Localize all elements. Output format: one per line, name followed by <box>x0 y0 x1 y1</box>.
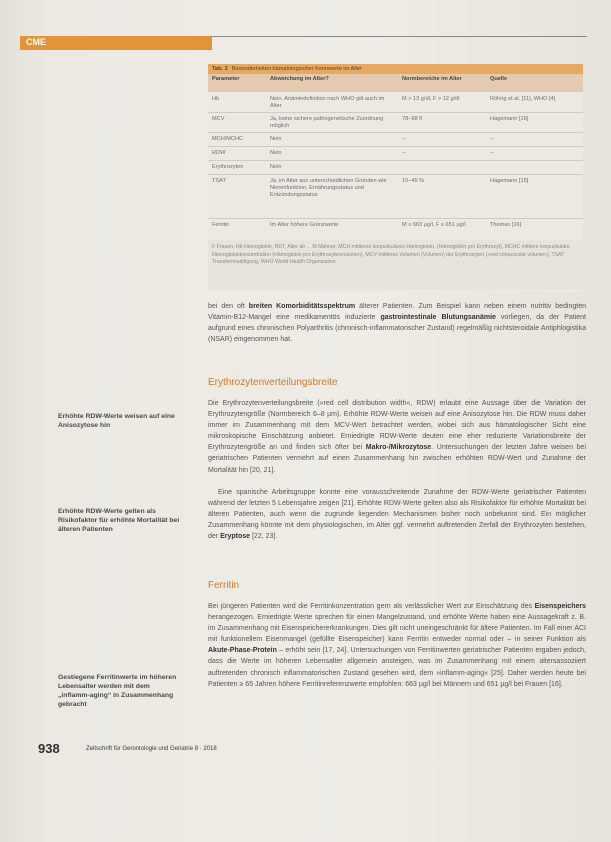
table-cell: MCV <box>212 116 225 122</box>
top-rule <box>212 36 587 37</box>
section-heading: Ferritin <box>208 580 240 591</box>
journal-citation: Zeitschrift für Gerontologie und Geriatrie 8 · 2018 <box>86 746 217 752</box>
table-row-divider <box>208 218 583 219</box>
table-header-cell: Parameter <box>212 76 240 82</box>
margin-note: Erhöhte RDW-Werte weisen auf eine Anisozytose hin <box>58 413 175 429</box>
table-cell: Hb <box>212 96 220 102</box>
table-cell: Hagemann [15] <box>490 116 529 122</box>
table-row-divider <box>208 146 583 147</box>
table-caption-number: Tab. 2 <box>212 66 228 72</box>
bold-term: Akute-Phase-Protein <box>208 647 277 655</box>
text-run: – erhöht sein [17, 24]. Untersuchungen von Ferritinwerten geriatrischer Patienten ergaben jedoch, dass die Werte im höheren Lebensalter allgemein ansteigen, was im Zusammenhang mit einem altersassoziiert auftretenden chronisch inflammatorischen Zustand gesehen wird, dem »inflamm-aging« [25]. Daher werden heute bei Patienten ≥ 65 Jahren höhere Ferritinreferenzwerte empfohlen: 663 µg/l bei Männern und 651 µg/l bei Frauen [16]. <box>208 647 586 688</box>
table-row-divider <box>208 132 583 133</box>
table-cell: Nein. Anämiedefinition nach WHO gilt auch im Alter <box>270 96 385 109</box>
bold-term: Eisenspeichers <box>534 603 586 610</box>
text-run: Bei jüngeren Patienten wird die Ferritinkonzentration gern als verlässlicher Wert zur Einschätzung des <box>208 603 535 610</box>
table-cell: – <box>402 136 406 142</box>
table-cell: Röhrig et al. [11], WHO [4] <box>490 96 556 102</box>
table-cell: Im Alter höhere Grenzwerte <box>270 222 339 228</box>
table-row-divider <box>208 174 583 175</box>
table-cell: Ja, im Alter aus unterschiedlichen Gründen wie Nierenfunktion, Ernährungsstatus und Entzündungsstatus <box>270 178 387 198</box>
table-row-divider <box>208 160 583 161</box>
table-cell: Thomas [16] <box>490 222 522 228</box>
table-cell: TSAT <box>212 178 226 184</box>
table-caption-text: Besonderheiten hämatologischer Kennwerte im Alter <box>231 66 363 72</box>
table-cell: Ferritin <box>212 222 230 228</box>
bold-term: breiten Komorbiditätsspektrum <box>248 303 356 310</box>
body-paragraph <box>208 487 586 542</box>
text-run: . Untersuchungen der letzten Jahre weisen bei geriatrischen Patienten vermehrt auf einen Zusammenhang hin zwischen erhöhten RDW-Wert und Zunahme der Mortalität hin [20, 21]. <box>208 444 586 474</box>
table-cell: Nein <box>270 150 282 156</box>
text-run: älterer Patienten. Zum Beispiel kann neben einem nutritiv bedingten Vitamin-B12-Mangel eine medikamentös induzierte <box>208 303 586 322</box>
table-footnote: F Frauen, Hb Hämoglobin, RDT, Alter ab ... M Männer, MCH mittleres korpuskuläres Hämoglobin, (Hämoglobin pro Erythrozyt), MCHC mittlere korpuskuläre Hämoglobinkonzentration (Hämoglobin pro Erythrozytenvolumen), MCV mittleres Volumen (Volumen) der Erythrozyten (»red corpuscular volume«), TSAT Transferrinsättigung, WHO World Health Organization <box>208 240 583 290</box>
table-cell: 78–98 fl <box>402 116 422 122</box>
body-paragraph <box>208 398 586 476</box>
bold-term: gastrointestinale Blutungsanämie <box>380 314 496 322</box>
table-cell: M > 13 g/dl, F > 12 g/dl <box>402 96 460 102</box>
body-paragraph <box>208 601 586 690</box>
section-banner <box>20 36 212 50</box>
section-heading: Erythrozytenverteilungsbreite <box>208 377 338 388</box>
text-run: herangezogen. Erniedrigte Werte sprechen für einen Mangelzustand, und erhöhte Werte haben eine Aussagekraft z. B. im Zusammenhang mit Eisenspeichererkrankungen. Dies gilt nicht uneingeschränkt für ältere Patienten. Im Fall einer ACI mit funktionellem Eisenmangel (gefüllte Eisenspeicher) kann Ferritin entweder normal oder – in seiner Funktion als <box>208 614 586 644</box>
table-header-cell: Normbereiche im Alter <box>402 76 462 82</box>
table-header-row <box>208 74 583 92</box>
page-number: 938 <box>38 741 60 756</box>
table-header-cell: Quelle <box>490 76 508 82</box>
table-cell: Erythrozyten <box>212 164 244 170</box>
text-run: vorliegen, da der Patient aufgrund eines chronischen Polyarthritis (chronisch-inflammatorischer Zustand) regelmäßig nichtsteroidale Antiphlogistika (NSAR) eingenommen hat. <box>208 314 586 344</box>
table-row-divider <box>208 112 583 113</box>
body-paragraph <box>208 301 586 345</box>
table-cell: Ja, keine sichere pathogenetische Zuordnung möglich <box>270 116 384 129</box>
table-header-cell: Abweichung im Alter? <box>270 76 329 82</box>
table-cell: – <box>490 136 494 142</box>
table-cell: 10–45 % <box>402 178 425 184</box>
section-label: CME <box>26 37 46 47</box>
text-run: Eine spanische Arbeitsgruppe konnte eine vorausschreitende Zunahme der RDW-Werte geriatrischer Patienten während der letzten 5 Lebensjahre zeigen [21]. Erhöhte RDW-Werte gelten also als Risikofaktor für erhöhte Mortalität bei älteren Patienten, auch wenn die zugrunde liegenden Mechanismen bisher noch unbekannt sind. Ein möglicher Zusammenhang könnte mit dem physiologischen, im Alter ggf. vermehrt auftretenden Zerfall der Erythrozyten bestehen, der <box>208 489 586 541</box>
text-run: bei den oft <box>208 303 249 310</box>
table-cell: Hagemann [15] <box>490 178 529 184</box>
table-cell: Nein <box>270 136 282 142</box>
text-run: Die Erythrozytenverteilungsbreite (»red cell distribution width«, RDW) erlaubt eine Aussage über die Variation der Erythrozytengröße (Normbereich 6–8 µm). Erhöhte RDW-Werte weisen auf eine Anisozytose hin. Die RDW muss daher immer im Zusammenhang mit dem MCV-Wert betrachtet werden, wobei sich aus hämatologischer Sicht eine mikroskopische Einschätzung anbietet. Erniedrigte RDW-Werte deuten eine eher reduzierte Variationsbreite der Erythrozytengröße an und finden sich öfter bei <box>208 400 586 452</box>
table-cell: Nein <box>270 164 282 170</box>
bold-term: Makro-/Mikrozytose <box>365 444 432 452</box>
table-cell: RDW <box>212 150 226 156</box>
data-table <box>208 64 583 292</box>
table-cell: MCH/MCHC <box>212 136 244 142</box>
table-cell: – <box>402 150 406 156</box>
margin-note: Gestiegene Ferritinwerte im höheren Lebensalter werden mit dem „inflamm-aging“ in Zusammenhang gebracht <box>58 674 177 708</box>
text-run: [22, 23]. <box>250 533 278 541</box>
table-cell: – <box>490 150 494 156</box>
bold-term: Eryptose <box>220 533 251 541</box>
table-cell: M ≤ 663 µg/l, F ≤ 651 µg/l <box>402 222 466 228</box>
margin-note: Erhöhte RDW-Werte gelten als Risikofaktor für erhöhte Mortalität bei älteren Patienten <box>58 508 180 533</box>
table-caption <box>208 64 583 74</box>
